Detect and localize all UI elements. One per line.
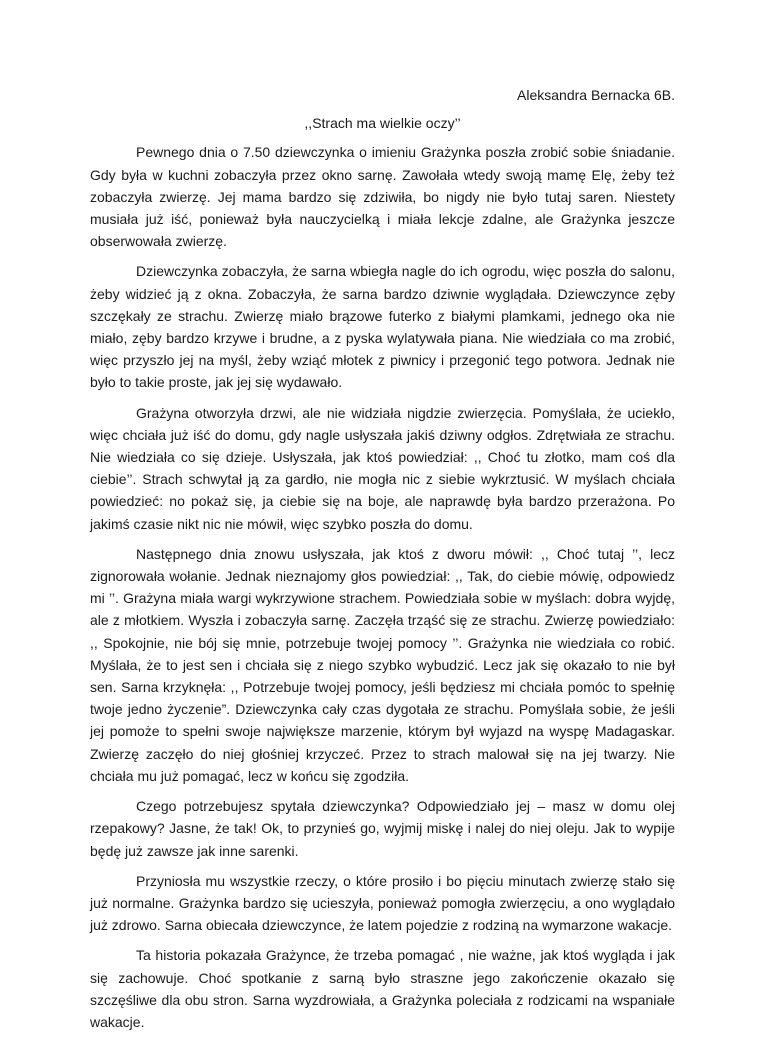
story-title: ,,Strach ma wielkie oczy’’	[304, 115, 461, 132]
paragraph-2: Dziewczynka zobaczyła, że sarna wbiegła nagle do ich ogrodu, więc poszła do salonu, żeby widzieć ją z okna. Zobaczyła, że sarna bardzo dziwnie wyglądała. Dziewczynce zęby szczękały ze strachu. Zwierzę miało brązowe futerko z białymi plamkami, jednego oka nie miało, zęby bardzo krzywe i brudne, a z pyska wylatywała piana. Nie wiedziała co ma zrobić, więc przyszło jej na myśl, żeby wziąć młotek z piwnicy i przegonić tego potwora. Jednak nie było to takie proste, jak jej się wydawało.	[90, 263, 675, 391]
document-page	[90, 84, 675, 1041]
paragraph-1: Pewnego dnia o 7.50 dziewczynka o imieniu Grażynka poszła zrobić sobie śniadanie. Gdy była w kuchni zobaczyła przez okno sarnę. Zawołała wtedy swoją mamę Elę, żeby też zobaczyła zwierzę. Jej mama bardzo się zdziwiła, bo nigdy nie było tutaj saren. Niestety musiała już iść, ponieważ była nauczycielką i miała lekcje zdalne, ale Grażynka jeszcze obserwowała zwierzę.	[90, 144, 675, 250]
paragraph-3: Grażyna otworzyła drzwi, ale nie widziała nigdzie zwierzęcia. Pomyślała, że uciekło, więc chciała już iść do domu, gdy nagle usłyszała jakiś dziwny odgłos. Zdrętwiała ze strachu. Nie wiedziała co się dzieje. Usłyszała, jak ktoś powiedział: ,, Choć tu złotko, mam coś dla ciebie’’. Strach schwytał ją za gardło, nie mogła nic z siebie wykrztusić. W myślach chciała powiedzieć: no pokaż się, ja ciebie się na boje, ale naprawdę była bardzo przerażona. Po jakimś czasie nikt nic nie mówił, więc szybko poszła do domu.	[90, 404, 675, 532]
paragraph-5: Czego potrzebujesz spytała dziewczynka? Odpowiedziało jej – masz w domu olej rzepakowy? Jasne, że tak! Ok, to przynieś go, wyjmij miskę i nalej do niej oleju. Jak to wypije będę już zawsze jak inne sarenki.	[90, 798, 675, 859]
author-line: Aleksandra Bernacka 6B.	[517, 87, 675, 103]
paragraph-7: Ta historia pokazała Grażynce, że trzeba pomagać , nie ważne, jak ktoś wygląda i jak się zachowuje. Choć spotkanie z sarną było straszne jego zakończenie okazało się szczęśliwe dla obu stron. Sarna wyzdrowiała, a Grażynka poleciała z rodzicami na wspaniałe wakacje.	[90, 947, 675, 1030]
paragraph-6: Przyniosła mu wszystkie rzeczy, o które prosiło i bo pięciu minutach zwierzę stało się już normalne. Grażynka bardzo się ucieszyła, ponieważ pomogła zwierzęciu, a ono wyglądało już zdrowo. Sarna obiecała dziewczynce, że latem pojedzie z rodziną na wymarzone wakacje.	[90, 872, 675, 934]
paragraph-4: Następnego dnia znowu usłyszała, jak ktoś z dworu mówił: ,, Choć tutaj ’’, lecz zignorowała wołanie. Jednak nieznajomy głos powiedział: ,, Tak, do ciebie mówię, odpowiedz mi ’’. Grażyna miała wargi wykrzywione strachem. Powiedziała sobie w myślach: dobra wyjdę, ale z młotkiem. Wyszła i zobaczyła sarnę. Zaczęła trząść się ze strachu. Zwierzę powiedziało: ,, Spokojnie, nie bój się mnie, potrzebuje twojej pomocy ’’. Grażynka nie wiedziała co robić. Myślała, że to jest sen i chciała się z niego szybko wybudzić. Lecz jak się okazało to nie był sen. Sarna krzyknęła: ,, Potrzebuje twojej pomocy, jeśli będziesz mi chciała pomóc to spełnię twoje jedno życzenie”. Dziewczynka cały czas dygotała ze strachu. Pomyślała sobie, że jeśli jej pomoże to spełni swoje największe marzenie, którym był wyjazd na wyspę Madagaskar. Zwierzę zaczęło do niej głośniej krzyczeć. Przez to strach malował się na jej twarzy. Nie chciała mu już pomagać, lecz w końcu się zgodziła.	[90, 545, 675, 784]
